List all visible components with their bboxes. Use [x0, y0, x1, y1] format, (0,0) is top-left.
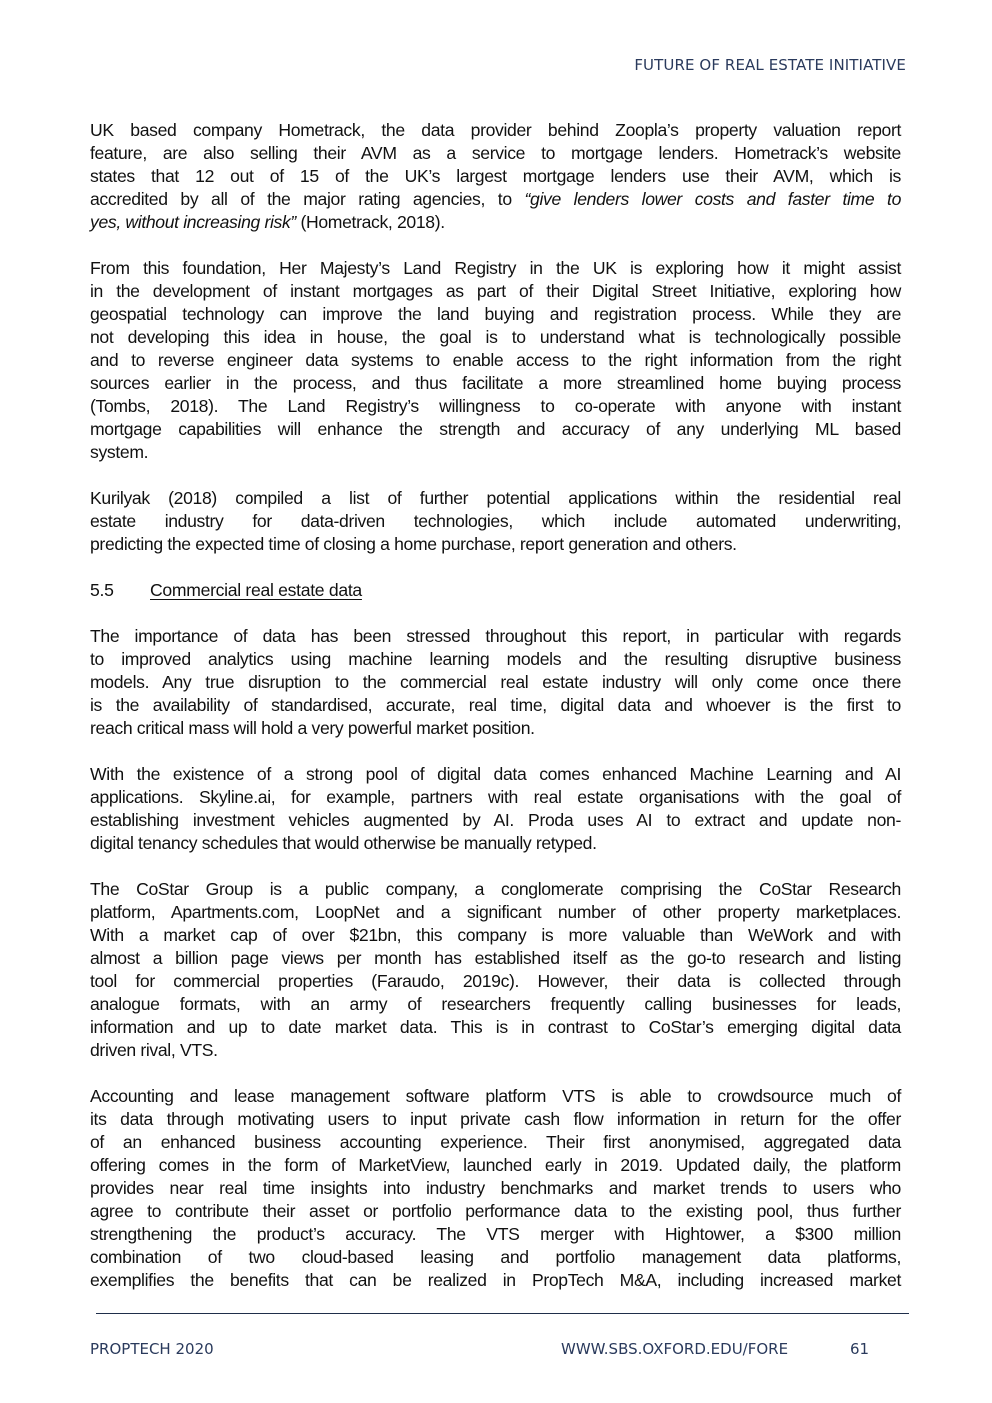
text-line: tool for commercial properties (Faraudo, 2019c). However, their data is collected through [90, 971, 901, 991]
text-line: From this foundation, Her Majesty’s Land Registry in the UK is exploring how it might assist [90, 258, 901, 278]
text-line [90, 188, 901, 211]
text-line: almost a billion page views per month has established itself as the go-to research and listing [90, 948, 901, 968]
text-line: analogue formats, with an army of researchers frequently calling businesses for leads, [90, 994, 901, 1014]
text-line: The CoStar Group is a public company, a conglomerate comprising the CoStar Research [90, 879, 901, 899]
text-line: The importance of data has been stressed throughout this report, in particular with regards [90, 626, 901, 646]
document-body [90, 119, 901, 1315]
text-line: With the existence of a strong pool of digital data comes enhanced Machine Learning and AI [90, 764, 901, 784]
text-line: Accounting and lease management software platform VTS is able to crowdsource much of [90, 1086, 901, 1106]
text-line: reach critical mass will hold a very powerful market position. [90, 718, 535, 738]
section-number: 5.5 [90, 580, 114, 600]
text-line: system. [90, 442, 149, 462]
text-line: exemplifies the benefits that can be realized in PropTech M&A, including increased market [90, 1270, 901, 1290]
footer-url-link[interactable]: WWW.SBS.OXFORD.EDU/FORE [561, 1340, 789, 1358]
paragraph [90, 763, 901, 855]
paragraph [90, 257, 901, 464]
text-line: (Tombs, 2018). The Land Registry’s willingness to co-operate with anyone with instant [90, 396, 901, 416]
text-line: sources earlier in the process, and thus facilitate a more streamlined home buying process [90, 373, 901, 393]
text-line: applications. Skyline.ai, for example, partners with real estate organisations with the goal of [90, 787, 901, 807]
text-line: Kurilyak (2018) compiled a list of further potential applications within the residential real [90, 488, 901, 508]
text-line: its data through motivating users to input private cash flow information in return for the offer [90, 1109, 901, 1129]
text-span: accredited by all of the major rating agencies, to [90, 189, 525, 209]
text-line: digital tenancy schedules that would otherwise be manually retyped. [90, 833, 597, 853]
page-number: 61 [850, 1340, 870, 1358]
paragraph [90, 1085, 901, 1292]
section-paragraphs [90, 625, 901, 1292]
section-title: Commercial real estate data [150, 580, 362, 600]
text-line: not developing this idea in house, the goal is to understand what is technologically possible [90, 327, 901, 347]
footer-divider [96, 1313, 909, 1314]
intro-paragraphs [90, 119, 901, 556]
text-line: of an enhanced business accounting experience. Their first anonymised, aggregated data [90, 1132, 901, 1152]
text-line: models. Any true disruption to the commercial real estate industry will only come once there [90, 672, 901, 692]
section-heading [90, 579, 901, 602]
footer-publication: PROPTECH 2020 [90, 1340, 214, 1358]
running-header: FUTURE OF REAL ESTATE INITIATIVE [634, 56, 906, 74]
text-line: geospatial technology can improve the land buying and registration process. While they are [90, 304, 901, 324]
text-line: driven rival, VTS. [90, 1040, 218, 1060]
text-line: UK based company Hometrack, the data provider behind Zoopla’s property valuation report [90, 120, 901, 140]
text-span: (Hometrack, 2018). [295, 212, 445, 232]
text-line: provides near real time insights into industry benchmarks and market trends to users who [90, 1178, 901, 1198]
paragraph [90, 625, 901, 740]
text-line: With a market cap of over $21bn, this company is more valuable than WeWork and with [90, 925, 901, 945]
text-line: offering comes in the form of MarketView, launched early in 2019. Updated daily, the platform [90, 1155, 901, 1175]
text-line: is the availability of standardised, accurate, real time, digital data and whoever is the first to [90, 695, 901, 715]
text-line [90, 211, 901, 234]
italic-quote: “give lenders lower costs and faster time to [524, 189, 902, 209]
text-line: states that 12 out of 15 of the UK’s largest mortgage lenders use their AVM, which is [90, 166, 901, 186]
text-line: strengthening the product’s accuracy. The VTS merger with Hightower, a $300 million [90, 1224, 901, 1244]
text-line: estate industry for data-driven technologies, which include automated underwriting, [90, 511, 901, 531]
text-line: platform, Apartments.com, LoopNet and a significant number of other property marketplaces. [90, 902, 901, 922]
paragraph [90, 119, 901, 234]
text-line: mortgage capabilities will enhance the strength and accuracy of any underlying ML based [90, 419, 901, 439]
text-line: to improved analytics using machine learning models and the resulting disruptive business [90, 649, 901, 669]
text-line: agree to contribute their asset or portfolio performance data to the existing pool, thus further [90, 1201, 901, 1221]
text-line: combination of two cloud-based leasing and portfolio management data platforms, [90, 1247, 901, 1267]
text-line: predicting the expected time of closing a home purchase, report generation and others. [90, 534, 737, 554]
text-line: and to reverse engineer data systems to enable access to the right information from the right [90, 350, 901, 370]
paragraph [90, 878, 901, 1062]
text-line: feature, are also selling their AVM as a service to mortgage lenders. Hometrack’s website [90, 143, 901, 163]
text-line: information and up to date market data. This is in contrast to CoStar’s emerging digital data [90, 1017, 901, 1037]
paragraph [90, 487, 901, 556]
text-line: establishing investment vehicles augmented by AI. Proda uses AI to extract and update non- [90, 810, 901, 830]
italic-quote: yes, without increasing risk” [90, 212, 296, 232]
text-line: in the development of instant mortgages as part of their Digital Street Initiative, exploring how [90, 281, 901, 301]
